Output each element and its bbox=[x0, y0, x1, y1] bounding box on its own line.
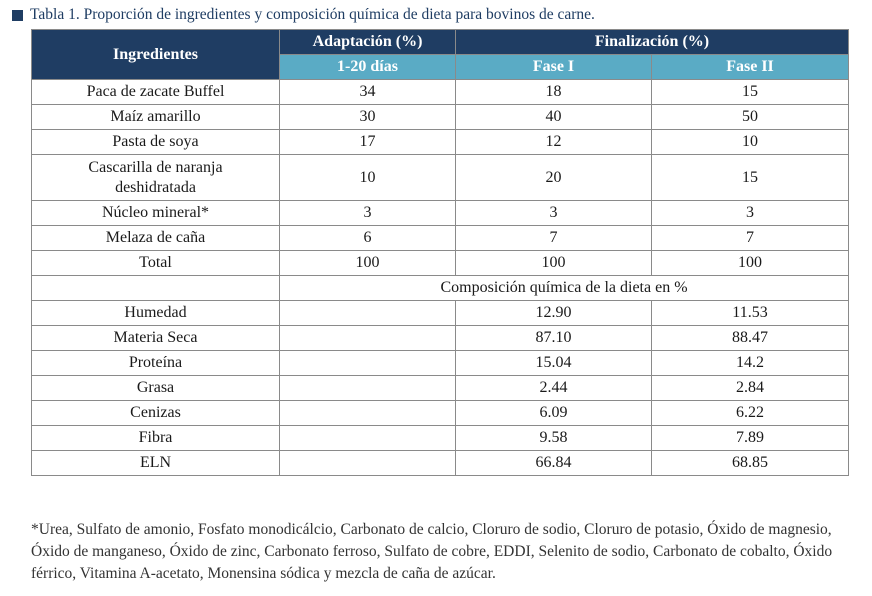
adaptation-value: 17 bbox=[280, 130, 456, 155]
phase1-value: 2.44 bbox=[456, 376, 652, 401]
ingredient-name: Maíz amarillo bbox=[32, 105, 280, 130]
phase1-value: 20 bbox=[456, 155, 652, 201]
table-row bbox=[32, 80, 849, 105]
phase1-value: 66.84 bbox=[456, 451, 652, 476]
composition-name: Grasa bbox=[32, 376, 280, 401]
composition-name: Materia Seca bbox=[32, 326, 280, 351]
empty-cell bbox=[280, 301, 456, 326]
header-days: 1-20 días bbox=[280, 55, 456, 80]
empty-cell bbox=[280, 426, 456, 451]
empty-cell bbox=[280, 326, 456, 351]
composition-title: Composición química de la dieta en % bbox=[280, 276, 849, 301]
phase1-value: 100 bbox=[456, 251, 652, 276]
table-row bbox=[32, 130, 849, 155]
phase1-value: 6.09 bbox=[456, 401, 652, 426]
adaptation-value: 3 bbox=[280, 201, 456, 226]
ingredient-name: Núcleo mineral* bbox=[32, 201, 280, 226]
phase2-value: 7.89 bbox=[652, 426, 849, 451]
composition-name: Cenizas bbox=[32, 401, 280, 426]
table-row bbox=[32, 105, 849, 130]
table-row bbox=[32, 326, 849, 351]
caption-square-icon bbox=[12, 10, 23, 21]
phase1-value: 9.58 bbox=[456, 426, 652, 451]
ingredient-name: Cascarilla de naranja deshidratada bbox=[32, 155, 280, 201]
phase1-value: 3 bbox=[456, 201, 652, 226]
table-row bbox=[32, 155, 849, 201]
header-row-1 bbox=[32, 30, 849, 55]
phase1-value: 40 bbox=[456, 105, 652, 130]
phase2-value: 7 bbox=[652, 226, 849, 251]
ingredient-name: Paca de zacate Buffel bbox=[32, 80, 280, 105]
empty-cell bbox=[280, 451, 456, 476]
phase2-value: 11.53 bbox=[652, 301, 849, 326]
empty-cell bbox=[280, 351, 456, 376]
phase2-value: 50 bbox=[652, 105, 849, 130]
adaptation-value: 6 bbox=[280, 226, 456, 251]
caption-text: Tabla 1. Proporción de ingredientes y composición química de dieta para bovinos de carne. bbox=[30, 6, 595, 23]
phase2-value: 15 bbox=[652, 155, 849, 201]
header-phase-2: Fase II bbox=[652, 55, 849, 80]
header-finalization: Finalización (%) bbox=[456, 30, 849, 55]
table-row bbox=[32, 201, 849, 226]
phase2-value: 15 bbox=[652, 80, 849, 105]
phase2-value: 88.47 bbox=[652, 326, 849, 351]
footnote: *Urea, Sulfato de amonio, Fosfato monodicálcio, Carbonato de calcio, Cloruro de sodio, Cloruro de potasio, Óxido de magnesio, Óxido de manganeso, Óxido de zinc, Carbonato ferroso, Sulfato de cobre, EDDI, Selenito de sodio, Carbonato de cobalto, Óxido férrico, Vitamina A-acetato, Monensina sódica y mezcla de caña de azúcar. bbox=[31, 521, 833, 582]
ingredient-name: Pasta de soya bbox=[32, 130, 280, 155]
phase2-value: 3 bbox=[652, 201, 849, 226]
empty-cell bbox=[280, 401, 456, 426]
composition-name: ELN bbox=[32, 451, 280, 476]
phase1-value: 7 bbox=[456, 226, 652, 251]
ingredient-name: Total bbox=[32, 251, 280, 276]
composition-title-row bbox=[32, 276, 849, 301]
adaptation-value: 30 bbox=[280, 105, 456, 130]
ingredient-name: Melaza de caña bbox=[32, 226, 280, 251]
empty-cell bbox=[280, 376, 456, 401]
table-row-total bbox=[32, 251, 849, 276]
table-row bbox=[32, 426, 849, 451]
phase1-value: 87.10 bbox=[456, 326, 652, 351]
table-row bbox=[32, 451, 849, 476]
composition-name: Proteína bbox=[32, 351, 280, 376]
phase2-value: 2.84 bbox=[652, 376, 849, 401]
phase2-value: 68.85 bbox=[652, 451, 849, 476]
table-row bbox=[32, 301, 849, 326]
phase2-value: 6.22 bbox=[652, 401, 849, 426]
header-ingredients: Ingredientes bbox=[32, 30, 280, 80]
composition-name: Humedad bbox=[32, 301, 280, 326]
diet-table bbox=[31, 29, 849, 476]
header-adaptation: Adaptación (%) bbox=[280, 30, 456, 55]
table-row bbox=[32, 226, 849, 251]
phase2-value: 100 bbox=[652, 251, 849, 276]
phase2-value: 14.2 bbox=[652, 351, 849, 376]
table-row bbox=[32, 351, 849, 376]
phase1-value: 12 bbox=[456, 130, 652, 155]
table-caption bbox=[12, 6, 595, 24]
header-phase-1: Fase I bbox=[456, 55, 652, 80]
adaptation-value: 10 bbox=[280, 155, 456, 201]
composition-name: Fibra bbox=[32, 426, 280, 451]
phase1-value: 18 bbox=[456, 80, 652, 105]
table-row bbox=[32, 401, 849, 426]
empty-cell bbox=[32, 276, 280, 301]
adaptation-value: 100 bbox=[280, 251, 456, 276]
phase1-value: 12.90 bbox=[456, 301, 652, 326]
table-row bbox=[32, 376, 849, 401]
adaptation-value: 34 bbox=[280, 80, 456, 105]
phase2-value: 10 bbox=[652, 130, 849, 155]
phase1-value: 15.04 bbox=[456, 351, 652, 376]
